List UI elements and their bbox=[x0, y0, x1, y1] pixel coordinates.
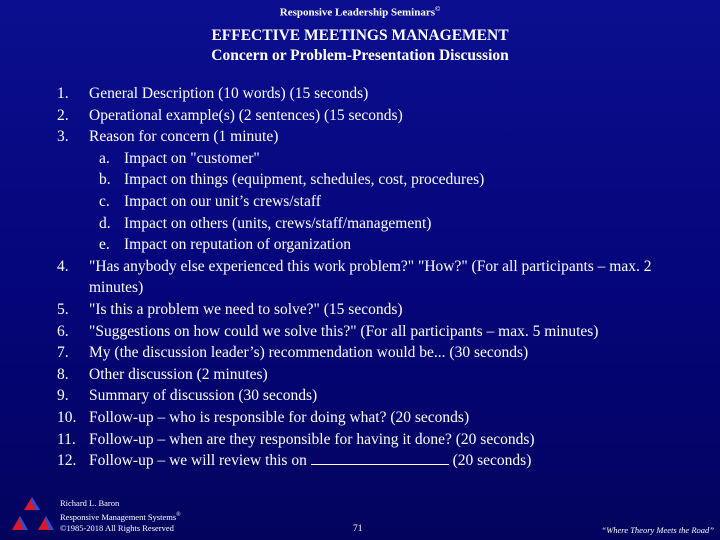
sub-item-text: Impact on reputation of organization bbox=[124, 236, 351, 254]
item-number: 11. bbox=[57, 430, 76, 448]
list-item bbox=[57, 256, 707, 299]
item-text: Follow-up – who is responsible for doing what? (20 seconds) bbox=[89, 408, 470, 426]
item-number: 5. bbox=[57, 300, 69, 318]
sub-item-letter: c. bbox=[99, 192, 110, 210]
item-number: 2. bbox=[57, 106, 69, 124]
item-text: My (the discussion leader’s) recommendation would be... (30 seconds) bbox=[89, 344, 529, 362]
sub-list-item bbox=[57, 169, 707, 191]
author-name: Richard L. Baron bbox=[60, 498, 120, 508]
item-number: 3. bbox=[57, 128, 69, 146]
item-number: 8. bbox=[57, 365, 69, 383]
list-item bbox=[57, 450, 707, 472]
list-item bbox=[57, 126, 707, 148]
item-text: "Suggestions on how could we solve this?" (For all participants – max. 5 minutes) bbox=[89, 322, 599, 340]
footer-tagline: “Where Theory Meets the Road” bbox=[601, 525, 714, 535]
company-logo-icon bbox=[10, 496, 58, 536]
title-line-2: Concern or Problem-Presentation Discussion bbox=[211, 47, 509, 64]
sub-list-item bbox=[57, 213, 707, 235]
item-text: Other discussion (2 minutes) bbox=[89, 365, 268, 383]
item-number: 4. bbox=[57, 257, 69, 275]
company-line bbox=[60, 510, 181, 523]
list-item bbox=[57, 105, 707, 127]
item-number: 6. bbox=[57, 322, 69, 340]
item-text-after-blank: (20 seconds) bbox=[452, 452, 532, 470]
sub-item-letter: d. bbox=[99, 214, 111, 232]
item-number: 10. bbox=[57, 408, 77, 426]
sub-list-item bbox=[57, 148, 707, 170]
date-blank-line bbox=[311, 452, 449, 465]
item-text-before-blank: Follow-up – we will review this on bbox=[89, 452, 307, 470]
copyright-line: ©1985-2018 All Rights Reserved bbox=[60, 522, 174, 533]
sub-item-letter: b. bbox=[99, 171, 111, 189]
item-text: Reason for concern (1 minute) bbox=[89, 128, 279, 146]
list-item bbox=[57, 407, 707, 429]
sub-item-text: Impact on things (equipment, schedules, cost, procedures) bbox=[124, 171, 485, 189]
company-name: Responsive Management Systems bbox=[60, 511, 177, 522]
slide-title bbox=[0, 26, 720, 66]
sub-item-text: Impact on "customer" bbox=[124, 149, 260, 167]
item-number: 7. bbox=[57, 344, 69, 362]
item-number: 12. bbox=[57, 452, 77, 470]
list-item bbox=[57, 385, 707, 407]
list-item bbox=[57, 83, 707, 105]
item-text: "Has anybody else experienced this work problem?" "How?" (For all participants – max. 2 minutes) bbox=[89, 257, 652, 297]
footer-credits bbox=[60, 498, 181, 534]
list-item bbox=[57, 321, 707, 343]
list-item bbox=[57, 342, 707, 364]
list-item bbox=[57, 364, 707, 386]
sub-list-item bbox=[57, 234, 707, 256]
item-text: Follow-up – when are they responsible for having it done? (20 seconds) bbox=[89, 430, 535, 448]
item-text: General Description (10 words) (15 seconds) bbox=[89, 85, 369, 102]
sub-list-item bbox=[57, 191, 707, 213]
item-number: 1. bbox=[57, 85, 69, 102]
slide-header bbox=[0, 5, 720, 19]
item-text bbox=[89, 450, 707, 472]
copyright-mark: © bbox=[435, 5, 441, 13]
discussion-steps-list bbox=[57, 83, 707, 472]
header-text: Responsive Leadership Seminars bbox=[279, 6, 435, 19]
registered-mark: ® bbox=[176, 511, 181, 518]
list-item bbox=[57, 429, 707, 451]
item-text: Summary of discussion (30 seconds) bbox=[89, 387, 318, 405]
sub-item-text: Impact on others (units, crews/staff/management) bbox=[124, 214, 432, 232]
sub-item-letter: a. bbox=[99, 149, 110, 167]
item-text: "Is this a problem we need to solve?" (15 seconds) bbox=[89, 300, 403, 318]
title-line-1: EFFECTIVE MEETINGS MANAGEMENT bbox=[211, 27, 509, 44]
list-item bbox=[57, 299, 707, 321]
sub-item-letter: e. bbox=[99, 236, 110, 254]
item-text: Operational example(s) (2 sentences) (15 seconds) bbox=[89, 106, 403, 124]
page-number: 71 bbox=[353, 524, 363, 534]
sub-item-text: Impact on our unit’s crews/staff bbox=[124, 192, 321, 210]
item-number: 9. bbox=[57, 387, 69, 405]
